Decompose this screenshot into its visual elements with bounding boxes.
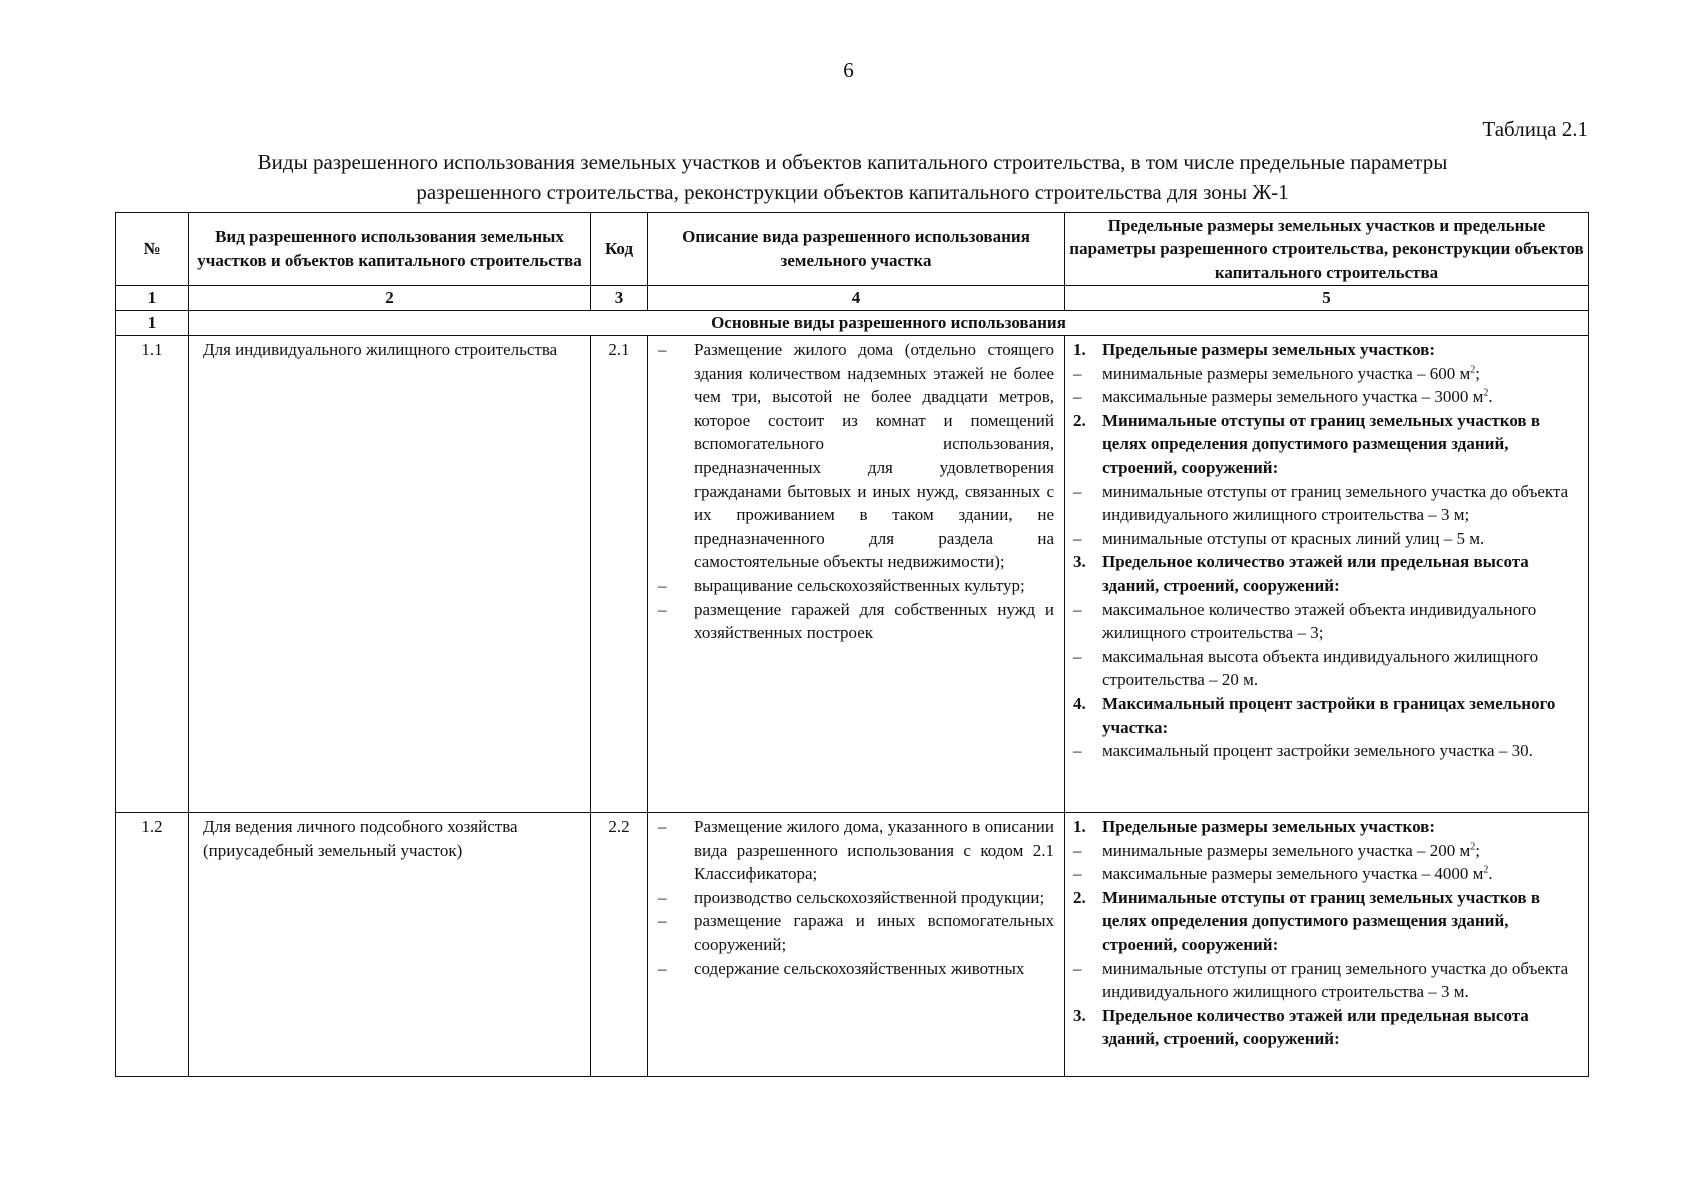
column-number: 4: [648, 286, 1065, 311]
use-parameters: [1065, 336, 1589, 813]
param-item: – максимальная высота объекта индивидуального жилищного строительства – 20 м.: [1073, 646, 1539, 690]
use-description: [648, 813, 1065, 1077]
column-number: 3: [591, 286, 648, 311]
title-line-1: Виды разрешенного использования земельных участков и объектов капитального строительства, в том числе предельные параметры: [257, 150, 1448, 174]
table-header-row: [116, 213, 1589, 286]
param-item: – минимальные отступы от границ земельного участка до объекта индивидуального жилищного строительства – 3 м.: [1073, 958, 1569, 1002]
column-number: 5: [1065, 286, 1589, 311]
param-heading: 2. Минимальные отступы от границ земельных участков в целях определения допустимого размещения зданий, строений, сооружений:: [1073, 410, 1541, 477]
param-item: – минимальные отступы от красных линий улиц – 5 м.: [1073, 528, 1485, 548]
use-code: 2.2: [591, 813, 648, 1077]
header-code: Код: [591, 213, 648, 286]
use-parameters: [1065, 813, 1589, 1077]
document-title: [130, 147, 1575, 207]
land-use-table: [115, 212, 1589, 1077]
param-item: – минимальные отступы от границ земельного участка до объекта индивидуального жилищного строительства – 3 м;: [1073, 481, 1569, 525]
header-parameters: Предельные размеры земельных участков и предельные параметры разрешенного строительства, реконструкции объектов капитального строительства: [1065, 213, 1589, 286]
param-item: – минимальные размеры земельного участка – 600 $м^2$;: [1073, 363, 1480, 383]
row-number: 1.1: [116, 336, 189, 813]
list-item: – Размещение жилого дома (отдельно стоящего здания количеством надземных этажей не более чем три, высотой не более двадцати метров, которое состоит из комнат и помещений вспомогательного использования, предназначенных для удовлетворения гражданами бытовых и иных нужд, связанных с их проживанием в таком здании, не предназначенного для раздела на самостоятельные объекты недвижимости);: [658, 340, 1054, 572]
param-item: – максимальные размеры земельного участка – 4000 $м^2$.: [1073, 864, 1493, 884]
section-title: Основные виды разрешенного использования: [189, 311, 1589, 336]
use-type-name: Для ведения личного подсобного хозяйства (приусадебный земельный участок): [189, 813, 591, 1077]
page-number: 6: [843, 58, 854, 82]
param-heading: 1. Предельные размеры земельных участков:: [1073, 340, 1436, 359]
param-item: – минимальные размеры земельного участка – 200 $м^2$;: [1073, 840, 1480, 860]
list-item: – Размещение жилого дома, указанного в описании вида разрешенного использования с кодом 2.1 Классификатора;: [658, 817, 1054, 884]
row-number: 1.2: [116, 813, 189, 1077]
column-number: 2: [189, 286, 591, 311]
param-heading: 4. Максимальный процент застройки в границах земельного участка:: [1073, 693, 1556, 737]
table-row: [116, 813, 1589, 1077]
param-heading: 1. Предельные размеры земельных участков:: [1073, 817, 1436, 836]
use-description: [648, 336, 1065, 813]
param-heading: 3. Предельное количество этажей или предельная высота зданий, строений, сооружений:: [1073, 552, 1529, 595]
param-item: – максимальное количество этажей объекта индивидуального жилищного строительства – 3;: [1073, 599, 1537, 643]
list-item: – содержание сельскохозяйственных животных: [658, 958, 1025, 978]
table-row: [116, 336, 1589, 813]
param-item: – максимальные размеры земельного участка – 3000 $м^2$.: [1073, 387, 1493, 407]
title-line-2: разрешенного строительства, реконструкции объектов капитального строительства для зоны Ж-1: [416, 180, 1289, 204]
header-description: Описание вида разрешенного использования земельного участка: [648, 213, 1065, 286]
list-item: – размещение гаражей для собственных нужд и хозяйственных построек: [658, 599, 1054, 643]
table-label: Таблица 2.1: [1482, 117, 1588, 141]
header-number: №: [116, 213, 189, 286]
list-item: – производство сельскохозяйственной продукции;: [658, 887, 1045, 907]
section-row: [116, 311, 1589, 336]
section-number: 1: [116, 311, 189, 336]
use-type-name: Для индивидуального жилищного строительства: [189, 336, 591, 813]
use-code: 2.1: [591, 336, 648, 813]
header-use-type: Вид разрешенного использования земельных участков и объектов капитального строительства: [189, 213, 591, 286]
list-item: – размещение гаража и иных вспомогательных сооружений;: [658, 911, 1054, 954]
column-number: 1: [116, 286, 189, 311]
list-item: – выращивание сельскохозяйственных культур;: [658, 575, 1025, 595]
column-number-row: [116, 286, 1589, 311]
param-heading: 3. Предельное количество этажей или предельная высота зданий, строений, сооружений:: [1073, 1005, 1529, 1049]
param-heading: 2. Минимальные отступы от границ земельных участков в целях определения допустимого размещения зданий, строений, сооружений:: [1073, 887, 1541, 954]
param-item: – максимальный процент застройки земельного участка – 30.: [1073, 741, 1533, 761]
